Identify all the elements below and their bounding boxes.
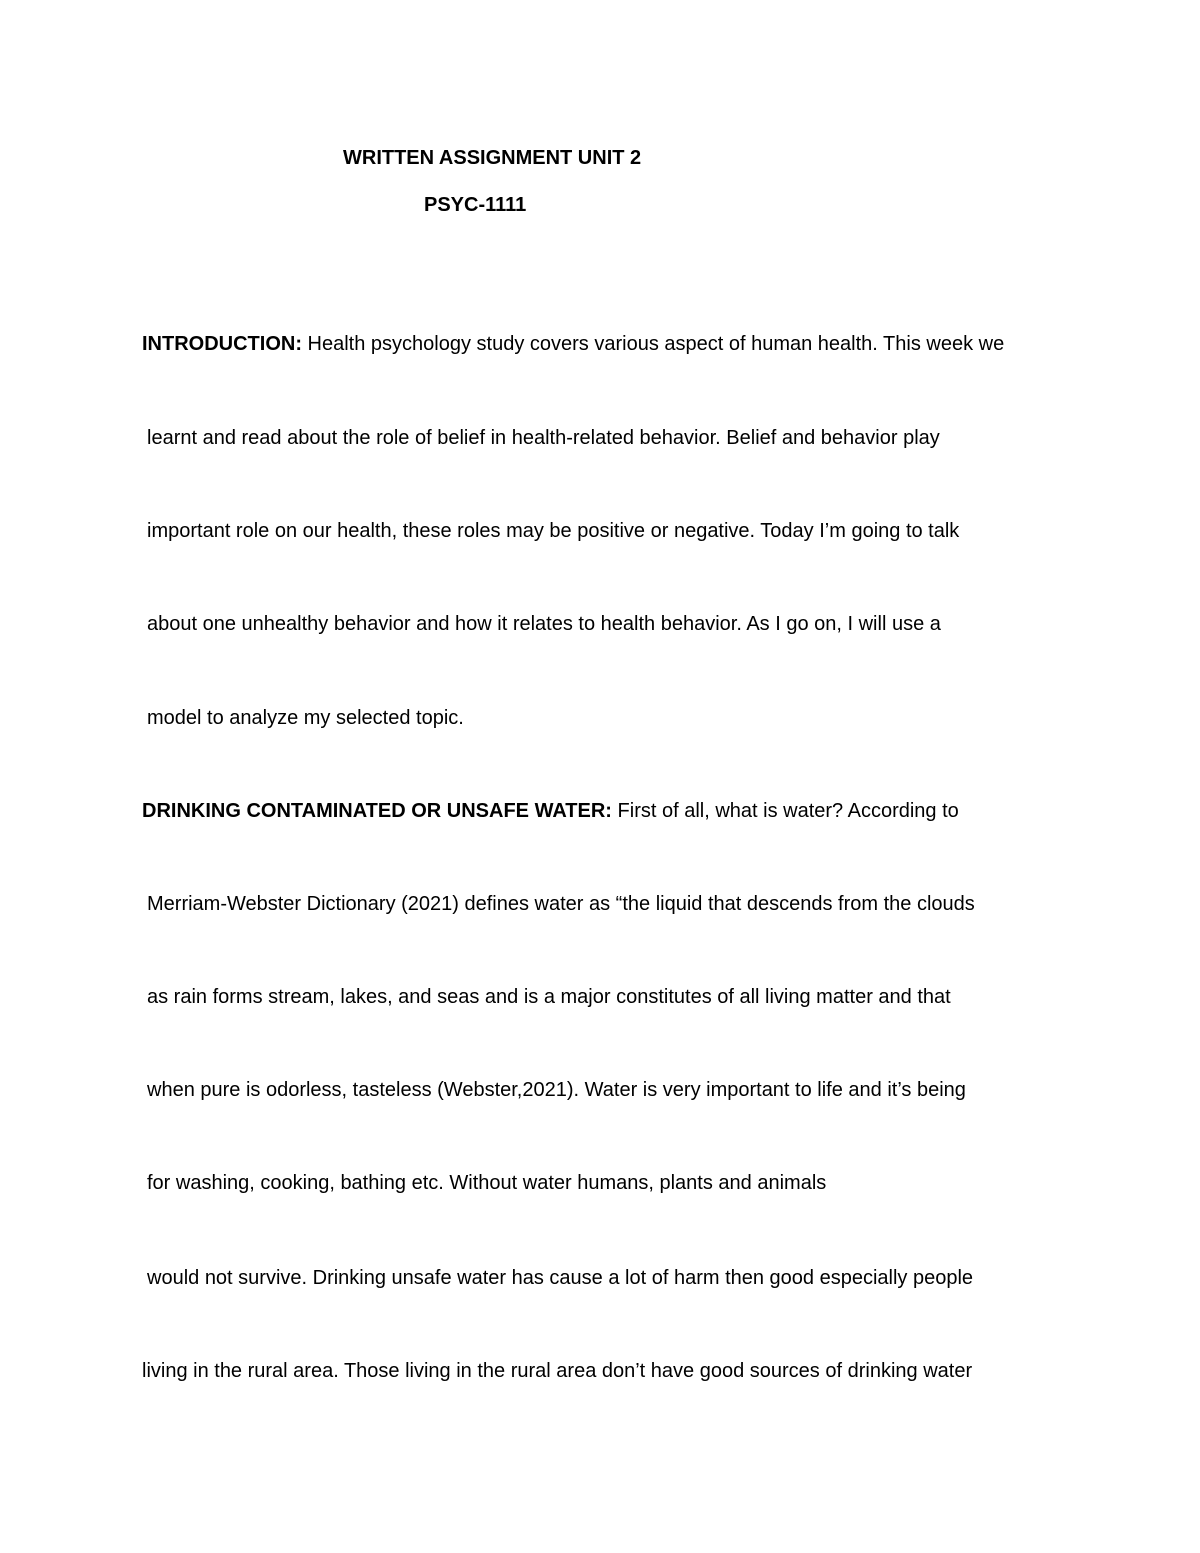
course-code: PSYC-1111 [424,194,527,216]
section2-line-5: for washing, cooking, bathing etc. Without water humans, plants and animals [147,1172,827,1194]
section2-line-6: would not survive. Drinking unsafe water has cause a lot of harm then good especially people [147,1267,974,1289]
section2-heading: DRINKING CONTAMINATED OR UNSAFE WATER: [142,800,612,822]
section2-line-1 [142,799,959,823]
section2-line-2: Merriam-Webster Dictionary (2021) defines water as “the liquid that descends from the clouds [147,893,975,915]
document-title: WRITTEN ASSIGNMENT UNIT 2 [343,147,642,169]
intro-line-3: important role on our health, these roles may be positive or negative. Today I’m going to talk [147,520,960,542]
section2-line-3: as rain forms stream, lakes, and seas and is a major constitutes of all living matter and that [147,986,951,1008]
intro-line-1-text: Health psychology study covers various aspect of human health. This week we [301,333,1005,355]
section2-line-7: living in the rural area. Those living in the rural area don’t have good sources of drinking water [142,1360,973,1382]
intro-line-2: learnt and read about the role of belief in health-related behavior. Belief and behavior play [147,427,940,449]
intro-heading: INTRODUCTION: [142,333,302,355]
intro-line-5: model to analyze my selected topic. [147,707,464,729]
intro-line-4: about one unhealthy behavior and how it relates to health behavior. As I go on, I will use a [147,613,941,635]
section2-line-1-text: First of all, what is water? According to [611,800,959,822]
intro-line-1 [142,332,1004,356]
section2-line-4: when pure is odorless, tasteless (Webster,2021). Water is very important to life and it’s being [147,1079,966,1101]
